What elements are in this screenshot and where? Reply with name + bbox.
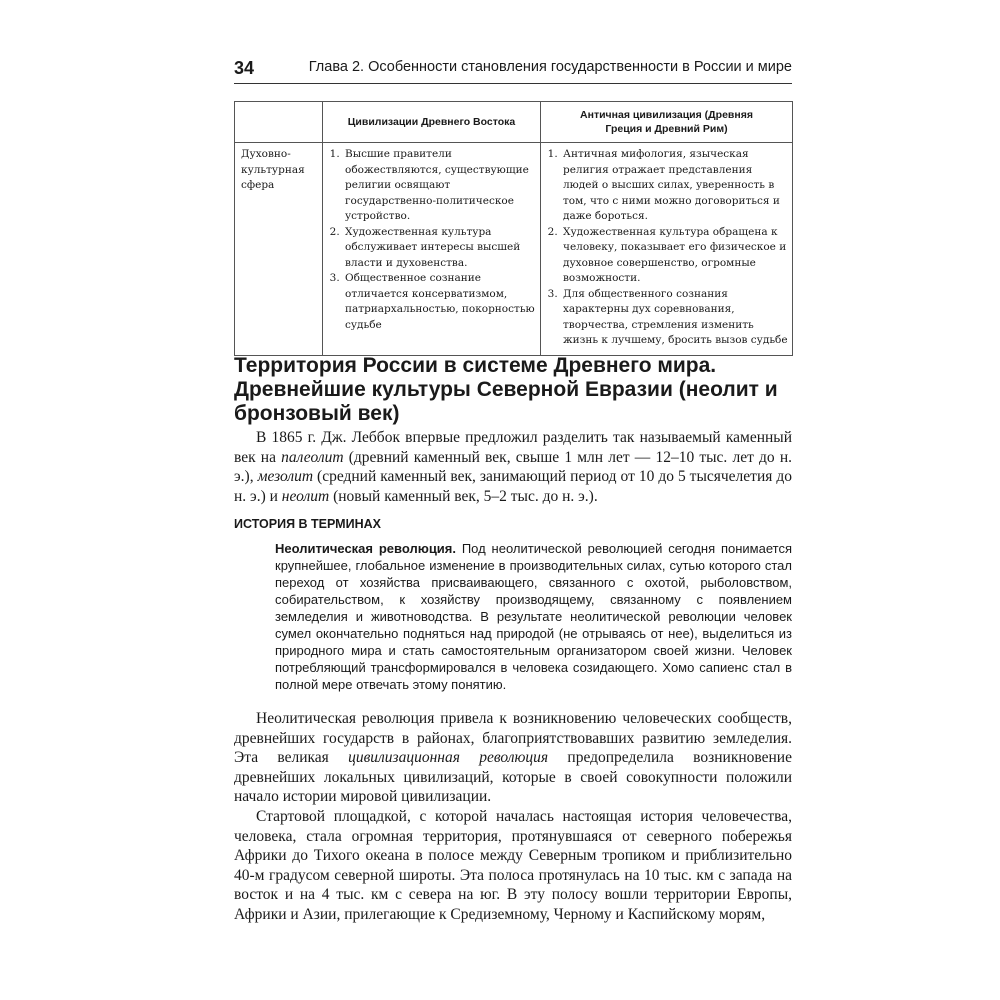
list-item: 1. Высшие правители обожествляются, существующие религии освящают государственно-политическое устройство.	[343, 147, 536, 225]
paragraph-starting-area	[234, 807, 792, 925]
table-cell-antique	[541, 143, 793, 356]
table-header-empty	[235, 102, 323, 143]
intro-text-1: В 1865 г. Дж. Леббок впервые предложил разделить так называемый каменный век на	[234, 429, 792, 466]
terms-box-heading: ИСТОРИЯ В ТЕРМИНАХ	[234, 517, 381, 531]
term-title: Неолитическая революция.	[275, 541, 456, 556]
para2-text-1: Неолитическая революция привела к возникновению человеческих сообществ, древнейших государств в районах, благоприятствовавших развитию земледелия. Эта великая	[234, 710, 792, 767]
list-item: 3. Для общественного сознания характерны дух соревнования, творчества, стремления изменить жизнь к лучшему, бросить вызов судьбе	[561, 287, 788, 349]
table-row	[235, 143, 793, 356]
running-header	[234, 58, 792, 80]
table-header-east: Цивилизации Древнего Востока	[323, 102, 541, 143]
intro-text-2: (древний каменный век, свыше 1 млн лет — 12–10 тыс. лет до н. э.),	[234, 448, 792, 486]
term-neolithic: неолит	[281, 487, 330, 505]
list-item: 1. Античная мифология, языческая религия отражает представления людей о высших силах, уверенность в том, что с ними можно договориться и даже бороться.	[561, 147, 788, 225]
table-header-antique	[541, 102, 793, 143]
term-paleolithic: палеолит	[281, 448, 344, 466]
intro-text-3: (средний каменный век, занимающий период от 10 до 5 тысячелетия до н. э.) и	[234, 468, 792, 505]
table-header-row	[235, 102, 793, 143]
table-row-label: Духовно-культурная сфера	[235, 143, 323, 356]
para3-text: Стартовой площадкой, с которой началась настоящая история человечества, человека, стала огромная территория, протянувшаяся от северного побережья Африки до Тихого океана в полосе между Северным тропиком и приблизительно 40-м градусом северной широты. Эта полоса протянулась на 10 тыс. км с запада на восток и на 4 тыс. км с севера на юг. В эту полосу вошли территории Европы, Африки и Азии, прилегающие к Средиземному, Черному и Каспийскому морям,	[234, 808, 792, 923]
east-list	[323, 147, 536, 333]
section-title: Территория России в системе Древнего мира. Древнейшие культуры Северной Евразии (неолит и бронзовый век)	[234, 354, 778, 425]
intro-text-4: (новый каменный век, 5–2 тыс. до н. э.).	[329, 487, 598, 505]
list-item: 3. Общественное сознание отличается консерватизмом, патриархальностью, покорностью судьбе	[343, 271, 536, 333]
civilizations-table	[234, 101, 793, 356]
table-cell-east	[323, 143, 541, 356]
antique-list	[541, 147, 788, 349]
term-civilization-revolution: цивилизационная революция	[348, 749, 549, 767]
page-number: 34	[234, 58, 255, 78]
table-header-antique-text: Античная цивилизация (Древняя Греция и Древний Рим)	[580, 109, 753, 135]
term-definition: Под неолитической революцией сегодня понимается крупнейшее, глобальное изменение в производительных силах, сутью которого стал переход от хозяйства присваивающего, связанного с охотой, рыболовством, собирательством, к хозяйству производящему, связанному с появлением земледелия и животноводства. В результате неолитической революции человек сумел окончательно подняться над природой (не отрываясь от нее), выделиться из природного мира и стать самостоятельным организатором своей жизни. Человек потребляющий трансформировался в человека созидающего. Хомо сапиенс стал в полной мере отвечать этому понятию.	[275, 541, 792, 692]
chapter-title: Глава 2. Особенности становления государственности в России и мире	[308, 59, 792, 75]
list-item: 2. Художественная культура обращена к человеку, показывает его физическое и духовное совершенство, огромные возможности.	[561, 225, 788, 287]
paragraph-neolithic-revolution	[234, 709, 792, 807]
para2-text-2: предопределила возникновение древнейших локальных цивилизаций, которые в своей совокупности положили начало истории мировой цивилизации.	[234, 749, 792, 806]
intro-paragraph	[234, 428, 792, 506]
header-rule	[234, 83, 792, 84]
term-mesolithic: мезолит	[257, 468, 314, 486]
list-item: 2. Художественная культура обслуживает интересы высшей власти и духовенства.	[343, 225, 536, 272]
terms-box	[275, 540, 792, 693]
